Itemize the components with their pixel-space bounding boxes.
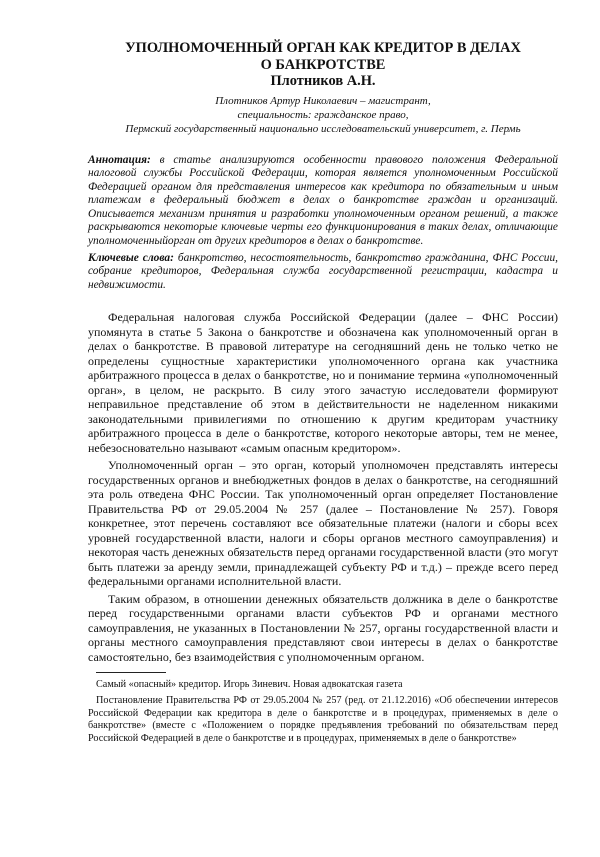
keywords-text: банкротство, несостоятельность, банкротство гражданина, ФНС России, собрание кредиторов, Федеральная служба государственной регистрации, кадастра и недвижимости. <box>88 251 559 291</box>
footnotes <box>88 679 558 745</box>
affiliation-line-3: Пермский государственный национально исследовательский университет, г. Пермь <box>125 122 521 135</box>
abstract <box>88 154 558 249</box>
title-line-2: О БАНКРОТСТВЕ <box>260 56 386 73</box>
article-body <box>88 310 558 664</box>
abstract-label: Аннотация: <box>88 153 151 166</box>
abstract-text: в статье анализируются особенности правового положения Федеральной налоговой службы Российской Федерации, которая является уполномоченным Российской Федерацией органом для представления интересов как кредитора по обязательным и иным платежам в федеральный бюджет в делах о банкротстве граждан и организаций. Описывается механизм принятия и разработки уполномоченным органом решений, а также раскрываются некоторые ключевые черты его функционирования в таких делах, отличающие уполномоченныйорган от других кредиторов в делах о банкротстве. <box>88 153 559 248</box>
footnote-2: Постановление Правительства РФ от 29.05.2004 № 257 (ред. от 21.12.2016) «Об обеспечении интересов Российской Федерации как кредитора в деле о банкротстве и в процедурах, применяемых в деле о банкротстве» (вместе с «Положением о порядке предъявления требований по обязательствам перед Российской Федерацией в деле о банкротстве и в процедурах, применяемых в деле о банкротстве» <box>88 695 558 744</box>
keywords <box>88 252 558 293</box>
affiliation-line-1: Плотников Артур Николаевич – магистрант, <box>215 94 431 107</box>
footnote-1: Самый «опасный» кредитор. Игорь Зиневич. Новая адвокатская газета <box>96 679 403 691</box>
article-title <box>88 40 558 73</box>
keywords-label: Ключевые слова: <box>88 251 174 264</box>
author-affiliation <box>88 94 558 136</box>
body-paragraph-3: Таким образом, в отношении денежных обязательств должника в деле о банкротстве перед государственными органами власти субъектов РФ и органами местного самоуправления, не указанных в Постановлении № 257, органы государственной власти и органы местного самоуправления представляют свои интересы в делах о банкротстве самостоятельно, без взаимодействия с уполномоченным органом. <box>88 591 558 664</box>
body-paragraph-1: Федеральная налоговая служба Российской Федерации (далее – ФНС России) упомянута в статье 5 Закона о банкротстве и обозначена как уполномоченный орган в делах о банкротстве. В правовой литературе на сегодняшний день не только четко не определены сущностные характеристики уполномоченного органа как участника арбитражного процесса в делах о банкротстве, но и понимание термина «уполномоченный орган», в целом, не раскрыто. В силу этого зачастую исследователи формируют неправильное представление об этом в действительности не наделенном никакими законодательными привилегиями по отношению к другим кредиторам участнику арбитражного процесса в деле о банкротстве, которого некоторые авторы, тем не менее, небезосновательно называют «самым опасным кредитором». <box>88 310 558 455</box>
footnote-separator <box>96 672 166 673</box>
affiliation-line-2: специальность: гражданское право, <box>237 108 409 121</box>
author-name: Плотников А.Н. <box>270 73 376 89</box>
title-line-1: УПОЛНОМОЧЕННЫЙ ОРГАН КАК КРЕДИТОР В ДЕЛАХ <box>125 40 521 56</box>
body-paragraph-2: Уполномоченный орган – это орган, который уполномочен представлять интересы государственных органов и внебюджетных фондов в делах о банкротстве, на сегодняшний эта роль отведена ФНС России. Так уполномоченный орган определяет Постановление Правительства РФ от 29.05.2004 № 257 (далее – Постановление № 257). Говоря конкретнее, этот перечень составляют все обязательные платежи (налоги и сборы всех уровней государственной власти, налоги и сборы органов местного самоуправления) и некоторая часть денежных обязательств перед органами государственной власти (это могут быть платежи за аренду земли, принадлежащей субъекту РФ и т.д.) – прежде всего перед федеральными органами исполнительной власти. <box>88 458 558 589</box>
